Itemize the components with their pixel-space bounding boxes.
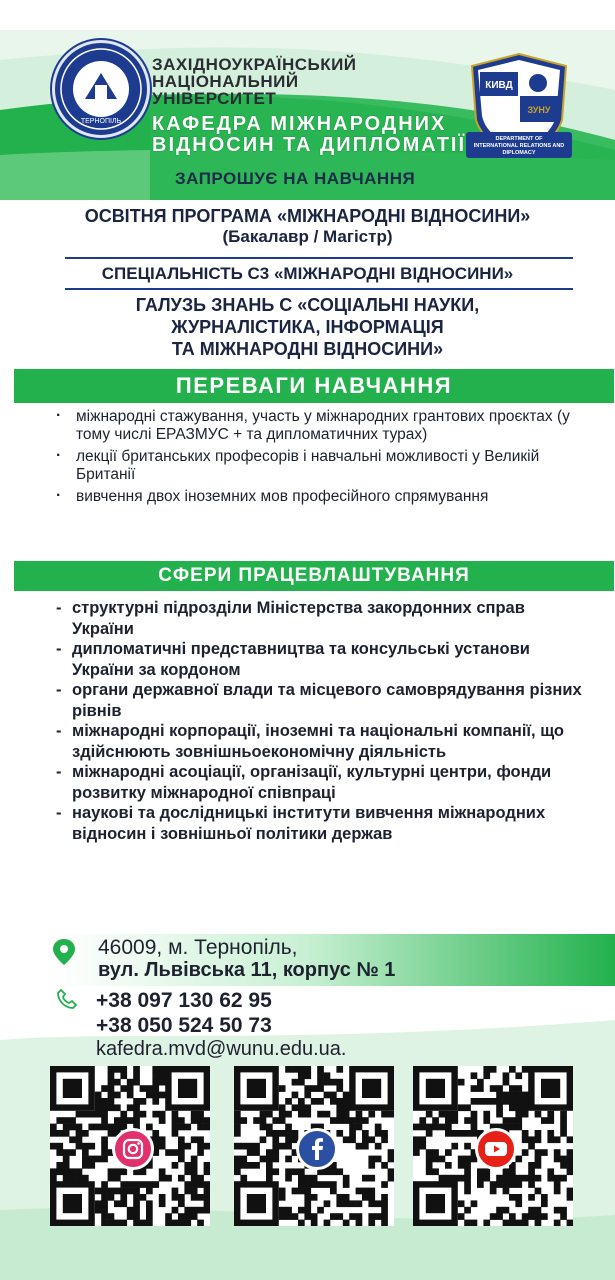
- program-title: [0, 206, 615, 247]
- qr-code-instagram[interactable]: [50, 1066, 210, 1226]
- list-item: - структурні підрозділи Міністерства закордонних справ України: [56, 598, 586, 639]
- list-item: · лекції британських професорів і навчальні можливості у Великій Британії: [56, 448, 576, 483]
- university-name-line: УНІВЕРСИТЕТ: [152, 89, 277, 108]
- list-item: - органи державної влади та місцевого самоврядування різних рівнів: [56, 680, 586, 721]
- department-logo: [466, 50, 572, 160]
- advantages-list: [56, 408, 576, 511]
- department-name-line: КАФЕДРА МІЖНАРОДНИХ: [152, 113, 447, 135]
- youtube-icon: [475, 1128, 517, 1170]
- qr-code-facebook[interactable]: [234, 1066, 394, 1226]
- field-line: ГАЛУЗЬ ЗНАНЬ С «СОЦІАЛЬНІ НАУКИ,: [135, 295, 480, 315]
- phone-icon: [56, 988, 78, 1010]
- list-item: - наукові та дослідницькі інститути вивчення міжнародних відносин і зовнішньої політики держав: [56, 803, 586, 844]
- department-name-line: ВІДНОСИН ТА ДИПЛОМАТІЇ: [152, 134, 467, 156]
- careers-list: [56, 598, 586, 844]
- department-logo-uni: ЗУНУ: [527, 105, 551, 115]
- department-logo-caption: DIPLOMACY: [502, 150, 536, 156]
- divider: [65, 257, 573, 259]
- department-shield-icon: [466, 50, 572, 160]
- field-of-knowledge: [0, 294, 615, 360]
- divider: [65, 288, 573, 290]
- specialty: СПЕЦІАЛЬНІСТЬ С3 «МІЖНАРОДНІ ВІДНОСИНИ»: [101, 264, 514, 283]
- university-name-line: НАЦІОНАЛЬНИЙ: [152, 72, 299, 91]
- list-item: · міжнародні стажування, участь у міжнародних грантових проєктах (у тому числі ЕРАЗМУС + та дипломатичних турах): [56, 408, 576, 443]
- facebook-icon: [296, 1128, 338, 1170]
- university-logo: [52, 40, 150, 138]
- advantages-heading: ПЕРЕВАГИ НАВЧАННЯ: [14, 369, 614, 403]
- list-item: - дипломатичні представництва та консульські установи України за кордоном: [56, 639, 586, 680]
- department-logo-abbr: КИВД: [485, 80, 513, 91]
- university-emblem-icon: [55, 43, 147, 135]
- university-name: [152, 56, 357, 107]
- careers-heading: СФЕРИ ПРАЦЕВЛАШТУВАННЯ: [14, 561, 614, 591]
- address: [98, 936, 395, 982]
- address-line: вул. Львівська 11, корпус № 1: [98, 959, 396, 981]
- list-item: - міжнародні асоціації, організації, культурні центри, фонди розвитку міжнародної співпраці: [56, 762, 586, 803]
- department-logo-caption: INTERNATIONAL RELATIONS AND: [473, 143, 565, 149]
- instagram-icon: [112, 1128, 154, 1170]
- university-name-line: ЗАХІДНОУКРАЇНСЬКИЙ: [152, 55, 357, 74]
- program-name: ОСВІТНЯ ПРОГРАМА «МІЖНАРОДНІ ВІДНОСИНИ»: [84, 206, 531, 226]
- university-logo-city: ТЕРНОПІЛЬ: [80, 118, 122, 125]
- list-item: · вивчення двох іноземних мов професійного спрямування: [56, 488, 576, 506]
- program-degrees: (Бакалавр / Магістр): [222, 227, 393, 246]
- department-logo-caption: DEPARTMENT OF: [495, 136, 543, 142]
- address-line: 46009, м. Тернопіль,: [98, 936, 298, 959]
- phone-number[interactable]: +38 050 524 50 73: [96, 1014, 272, 1037]
- email-link[interactable]: kafedra.mvd@wunu.edu.ua.: [96, 1038, 347, 1060]
- field-line: ТА МІЖНАРОДНІ ВІДНОСИНИ»: [171, 339, 444, 359]
- phone-numbers: [96, 988, 272, 1038]
- field-line: ЖУРНАЛІСТИКА, ІНФОРМАЦІЯ: [171, 317, 444, 337]
- location-pin-icon: [52, 938, 76, 966]
- invitation-text: ЗАПРОШУЄ НА НАВЧАННЯ: [175, 169, 416, 188]
- list-item: - міжнародні корпорації, іноземні та національні компанії, що здійснюють зовнішньоекономічну діяльність: [56, 721, 586, 762]
- department-name: [152, 114, 466, 156]
- phone-number[interactable]: +38 097 130 62 95: [96, 989, 272, 1012]
- qr-code-youtube[interactable]: [413, 1066, 573, 1226]
